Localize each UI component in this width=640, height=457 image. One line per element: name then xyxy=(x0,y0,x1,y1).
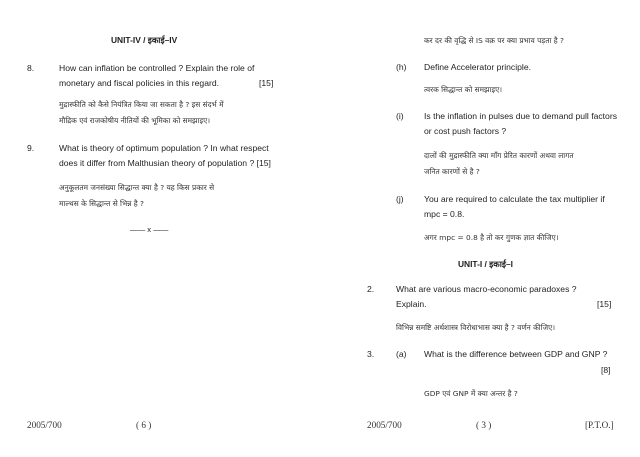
q2-marks: [15] xyxy=(597,299,612,309)
end-mark: —— x —— xyxy=(130,225,169,234)
q2-text-line1: What are various macro-economic paradoxes ? xyxy=(396,284,577,294)
left-footer-page: ( 6 ) xyxy=(136,420,152,430)
qi-hindi-line2: जनित कारणों से है ? xyxy=(424,167,480,176)
left-footer-code: 2005/700 xyxy=(27,420,62,430)
qh-hindi-line1: त्वरक सिद्धान्त को समझाइए। xyxy=(424,85,503,94)
q3-marks: [8] xyxy=(601,365,611,375)
qh-text-line1: Define Accelerator principle. xyxy=(424,62,531,72)
qj-text-line2: mpc = 0.8. xyxy=(424,209,465,219)
q9-text-line2: does it differ from Malthusian theory of population ? [15] xyxy=(59,158,271,168)
qj-label: (j) xyxy=(396,194,404,204)
qi-text-line1: Is the inflation in pulses due to demand pull factors xyxy=(424,111,617,121)
q8-text-line1: How can inflation be controlled ? Explain the role of xyxy=(59,63,255,73)
q9-hindi-line1: अनुकूलतम जनसंख्या सिद्धान्त क्या है ? यह किस प्रकार से xyxy=(59,183,215,192)
q8-hindi-line1: मुद्रास्फीति को कैसे नियंत्रित किया जा सकता है ? इस संदर्भ में xyxy=(59,100,224,109)
q2-hindi-line1: विभिन्न समष्टि अर्थशास्त्र विरोधाभास क्या है ? वर्णन कीजिए। xyxy=(396,323,556,332)
q3-text-line1: What is the difference between GDP and GNP ? xyxy=(424,349,608,359)
q3-hindi-line1: GDP एवं GNP में क्या अन्तर है ? xyxy=(424,389,518,398)
right-footer-page: ( 3 ) xyxy=(476,420,492,430)
q8-marks: [15] xyxy=(259,78,274,88)
left-unit-heading: UNIT-IV / इकाई–IV xyxy=(111,35,178,45)
q9-hindi-line2: माल्थस के सिद्धान्त से भिन्न है ? xyxy=(59,199,144,208)
q9-number: 9. xyxy=(27,143,35,153)
right-footer-code: 2005/700 xyxy=(367,420,402,430)
qh-label: (h) xyxy=(396,62,407,72)
right-footer-pto: [P.T.O.] xyxy=(585,420,614,430)
q9-text-line1: What is theory of optimum population ? In what respect xyxy=(59,143,269,153)
q2-number: 2. xyxy=(367,284,375,294)
top-hindi-line: कर दर की वृद्धि से IS वक्र पर क्या प्रभाव पड़ता है ? xyxy=(424,36,564,45)
q8-hindi-line2: मौद्रिक एवं राजकोषीय नीतियों की भूमिका को समझाइए। xyxy=(59,116,211,125)
q8-text-line2: monetary and fiscal policies in this regard. xyxy=(59,78,220,88)
qi-hindi-line1: दालों की मुद्रास्फीति क्या माँग प्रेरित कारणों अथवा लागत xyxy=(424,151,574,160)
qj-hindi-line1: अगर mpc = 0.8 है तो कर गुणक ज्ञात कीजिए। xyxy=(424,233,559,242)
qi-text-line2: or cost push factors ? xyxy=(424,126,507,136)
q3-label: (a) xyxy=(396,349,407,359)
q3-number: 3. xyxy=(367,349,375,359)
right-unit-heading: UNIT-I / इकाई–I xyxy=(458,259,513,269)
q2-text-line2: Explain. xyxy=(396,299,427,309)
qj-text-line1: You are required to calculate the tax multiplier if xyxy=(424,194,605,204)
qi-label: (i) xyxy=(396,111,404,121)
q8-number: 8. xyxy=(27,63,35,73)
